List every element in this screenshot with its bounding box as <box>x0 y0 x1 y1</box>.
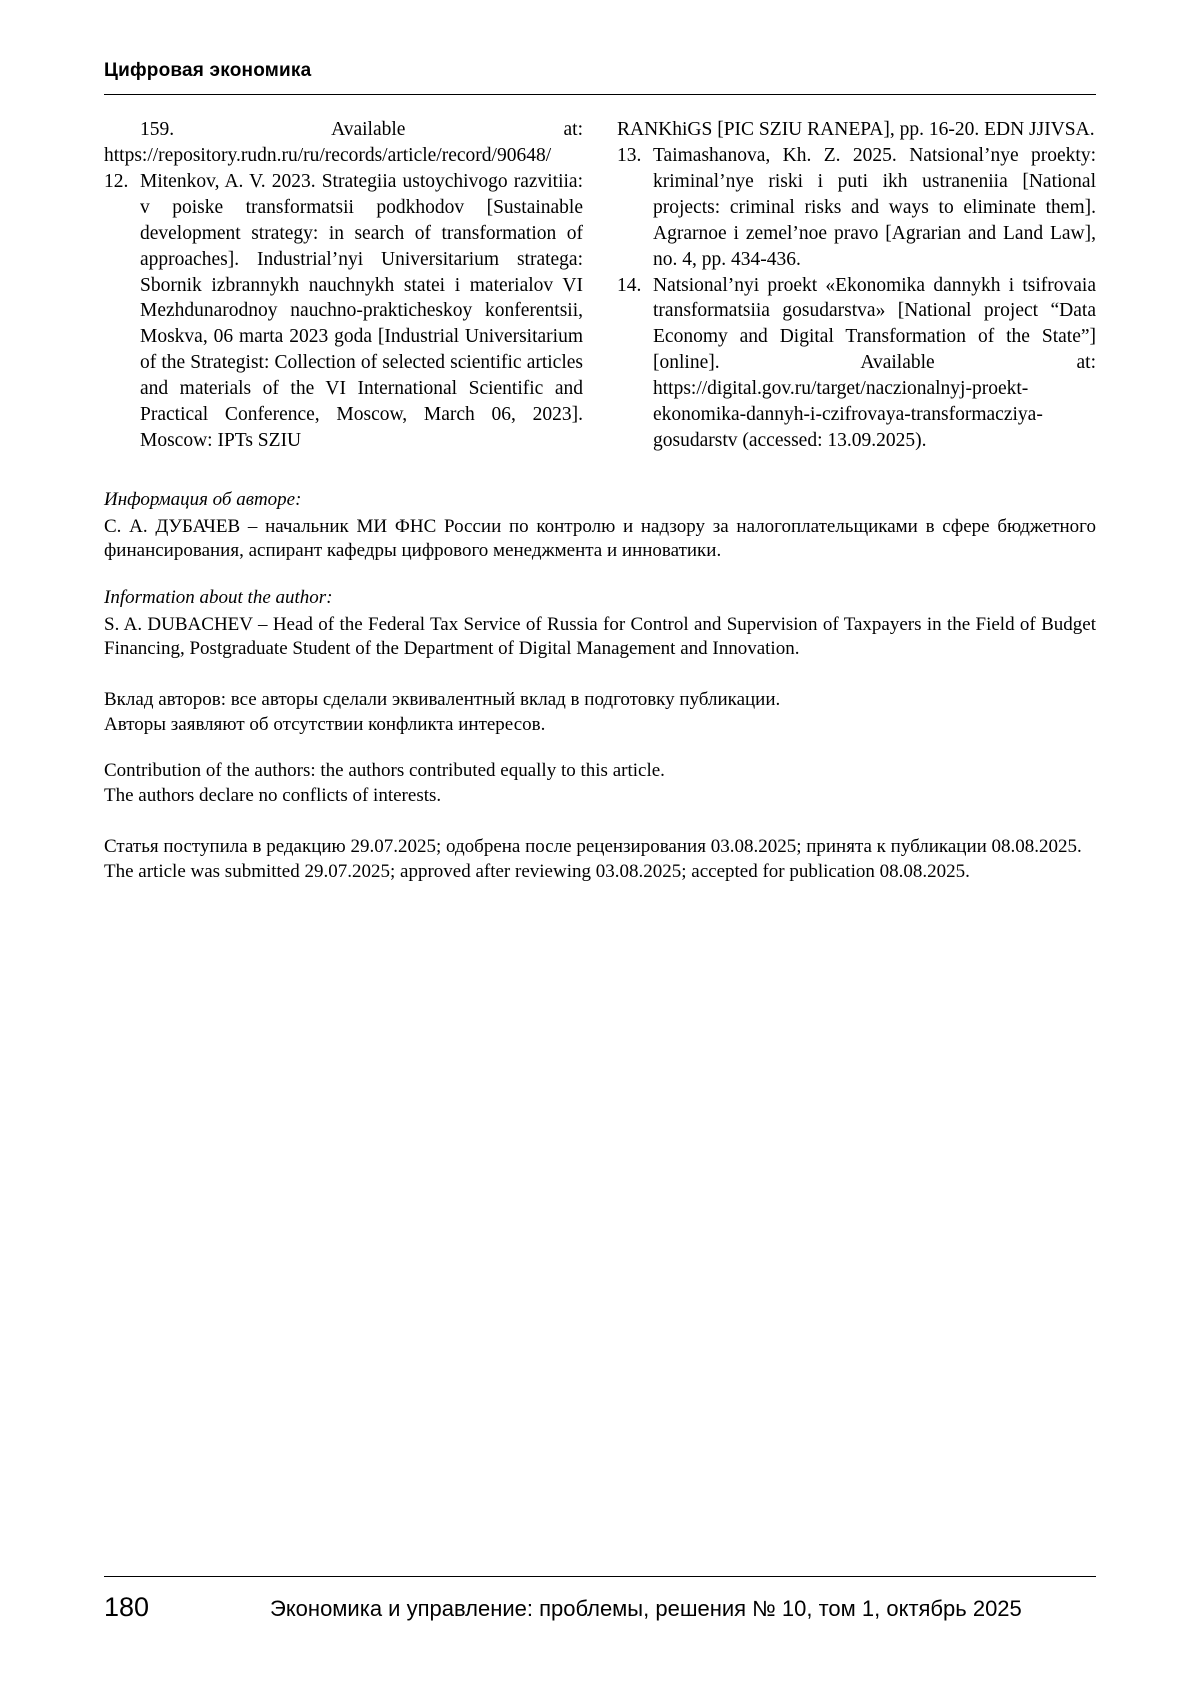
spacer <box>104 564 1096 586</box>
page-number: 180 <box>104 1592 150 1622</box>
author-info-text-ru: С. А. ДУБАЧЕВ – начальник МИ ФНС России по контролю и надзору за налогоплательщиками в сфере бюджетного финансирования, аспирант кафедры цифрового менеджмента и инноватики. <box>104 515 1096 562</box>
journal-title-line: Экономика и управление: проблемы, решения № 10, том 1, октябрь 2025 <box>270 1596 1022 1621</box>
reference-number: 12. <box>104 170 129 192</box>
reference-column-right <box>617 117 1096 454</box>
author-information-section <box>104 488 1096 884</box>
reference-number: 14. <box>617 274 642 296</box>
spacer <box>104 662 1096 688</box>
reference-continuation-left: 159. Available at: https://repository.rudn.ru/ru/records/article/record/90648/ <box>104 119 583 166</box>
header-divider <box>104 94 1096 95</box>
references-columns <box>104 117 1096 454</box>
contribution-ru-line1: Вклад авторов: все авторы сделали эквивалентный вклад в подготовку публикации. <box>104 689 781 711</box>
author-info-text-en: S. A. DUBACHEV – Head of the Federal Tax Service of Russia for Control and Supervision of Taxpayers in the Field of Budget Financing, Postgraduate Student of the Department of Digital Management and Innovation. <box>104 613 1096 660</box>
submission-dates-ru: Статья поступила в редакцию 29.07.2025; одобрена после рецензирования 03.08.2025; принята к публикации 08.08.2025. <box>104 835 1082 857</box>
spacer <box>104 737 1096 759</box>
footer-divider <box>104 1576 1096 1577</box>
reference-continuation-right: RANKhiGS [PIC SZIU RANEPA], pp. 16-20. EDN JJIVSA. <box>617 119 1095 140</box>
reference-item <box>617 143 1096 273</box>
contribution-ru-line2: Авторы заявляют об отсутствии конфликта интересов. <box>104 713 546 735</box>
contribution-en-line2: The authors declare no conflicts of interests. <box>104 785 442 807</box>
reference-number: 13. <box>617 144 642 166</box>
submission-dates-en: The article was submitted 29.07.2025; approved after reviewing 03.08.2025; accepted for publication 08.08.2025. <box>104 860 970 882</box>
reference-item <box>104 169 583 454</box>
reference-column-left <box>104 117 583 454</box>
reference-item <box>617 273 1096 454</box>
reference-text: Natsional’nyi proekt «Ekonomika dannykh i tsifrovaia transformatsiia gosudarstva» [National project “Data Economy and Digital Transformation of the State”] [online]. Available at: https://digital.gov.ru/target/naczionalnyj-proekt-ekonomika-dannyh-i-czifrovaya-transformacziya-gosudarstv (accessed: 13.09.2025). <box>653 274 1096 452</box>
spacer <box>104 809 1096 835</box>
author-info-heading-en: Information about the author: <box>104 587 333 609</box>
page-content <box>104 60 1096 884</box>
reference-text: Mitenkov, A. V. 2023. Strategiia ustoychivogo razvitiia: v poiske transformatsii podkhodov [Sustainable development strategy: in search of transformation of approaches]. Industrial’nyi Universitarium stratega: Sbornik izbrannykh nauchnykh statei i materialov VI Mezhdunarodnoy nauchno-prakticheskoy konferentsii, Moskva, 06 marta 2023 goda [Industrial Universitarium of the Strategist: Collection of selected scientific articles and materials of the VI International Scientific and Practical Conference, Moscow, March 06, 2023]. Moscow: IPTs SZIU <box>140 170 583 452</box>
contribution-en-line1: Contribution of the authors: the authors contributed equally to this article. <box>104 760 665 782</box>
page-footer <box>104 1592 1096 1623</box>
author-info-heading-ru: Информация об авторе: <box>104 488 302 510</box>
running-head: Цифровая экономика <box>104 60 312 81</box>
reference-text: Taimashanova, Kh. Z. 2025. Natsional’nye proekty: kriminal’nye riski i puti ikh ustraneniia [National projects: criminal risks and ways to eliminate them]. Agrarnoe i zemel’noe pravo [Agrarian and Land Law], no. 4, pp. 434-436. <box>653 144 1096 270</box>
